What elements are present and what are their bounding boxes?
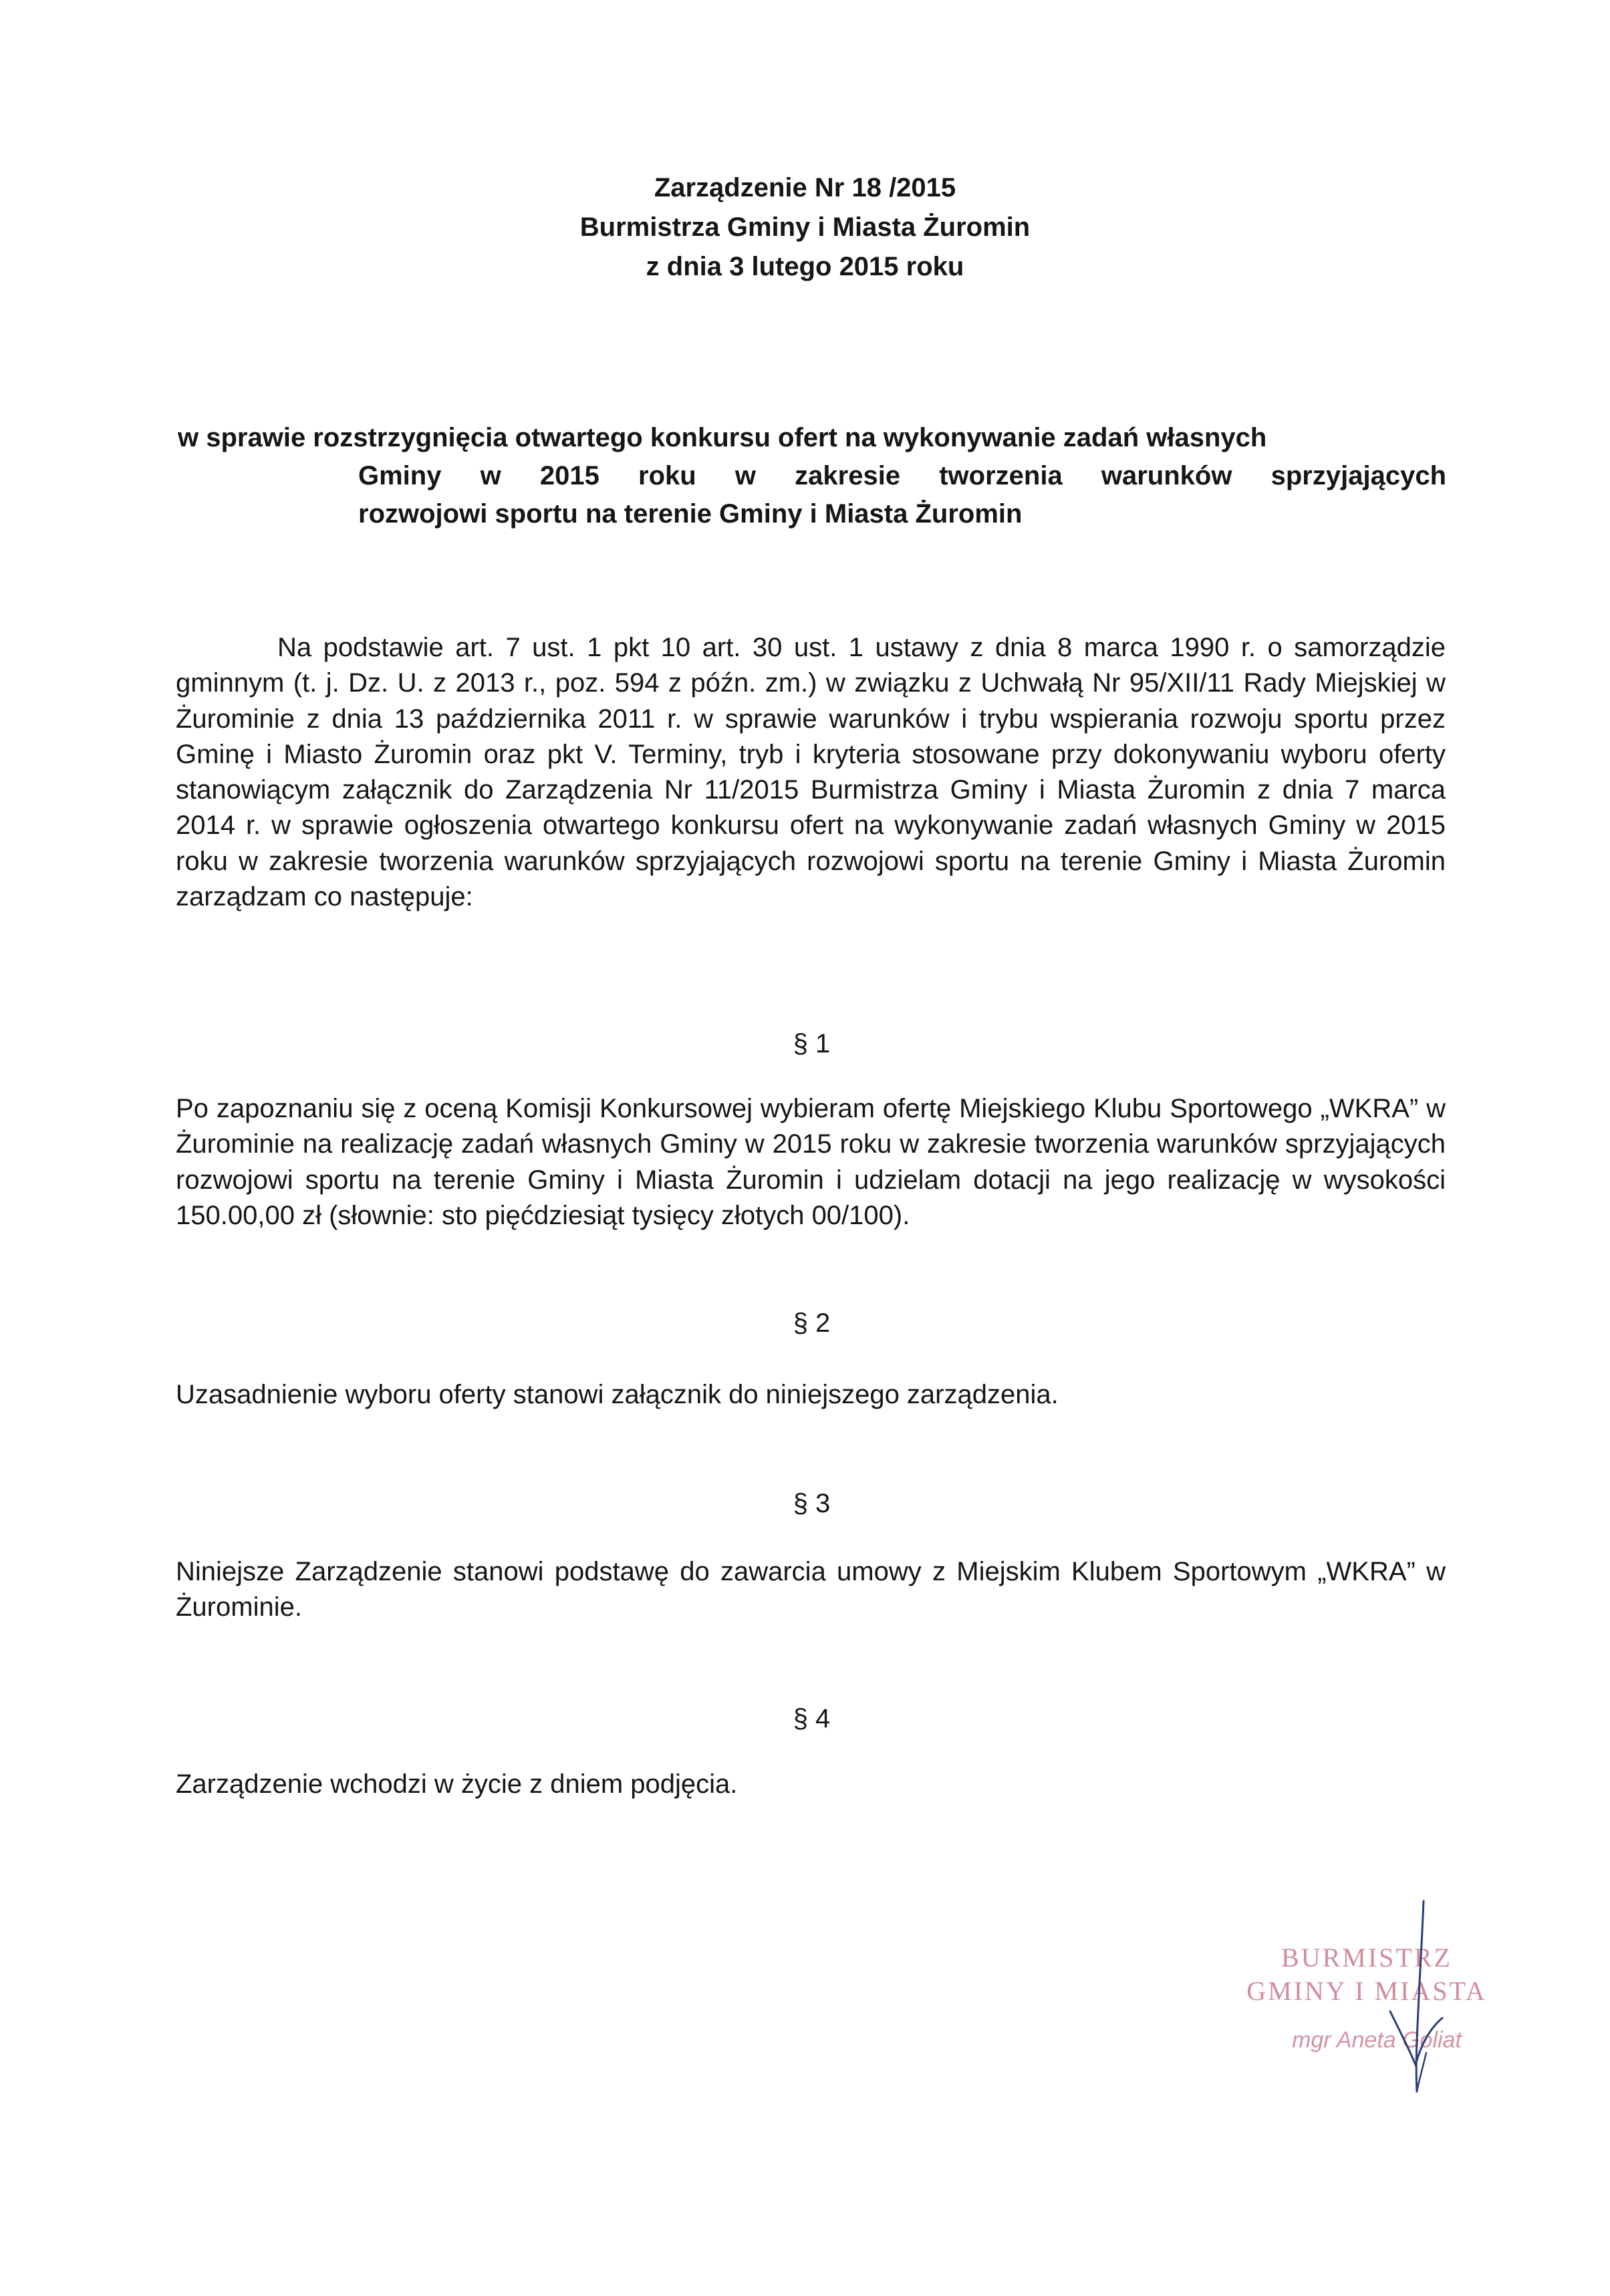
handwritten-signature (1377, 1898, 1457, 2098)
official-stamp (1223, 1941, 1510, 2088)
legal-basis-paragraph: Na podstawie art. 7 ust. 1 pkt 10 art. 30 ust. 1 ustawy z dnia 8 marca 1990 r. o samorządzie gminnym (t. j. Dz. U. z 2013 r., poz. 594 z późn. zm.) w związku z Uchwałą Nr 95/XII/11 Rady Miejskiej w Żurominie z dnia 13 października 2011 r. w sprawie warunków i trybu wspierania rozwoju sportu przez Gminę i Miasto Żuromin oraz pkt V. Terminy, tryb i kryteria stosowane przy dokonywaniu wyboru oferty stanowiącym załącznik do Zarządzenia Nr 11/2015 Burmistrza Gminy i Miasta Żuromin z dnia 7 marca 2014 r. w sprawie ogłoszenia otwartego konkursu ofert na wykonywanie zadań własnych Gminy w 2015 roku w zakresie tworzenia warunków sprzyjających rozwojowi sportu na terenie Gminy i Miasta Żuromin zarządzam co następuje: (176, 633, 1446, 912)
issuing-authority: Burmistrza Gminy i Miasta Żuromin (579, 212, 1031, 242)
section-4-mark: § 4 (793, 1704, 831, 1733)
section-2-mark: § 2 (793, 1308, 831, 1338)
document-header (0, 168, 1610, 287)
ordinance-number: Zarządzenie Nr 18 /2015 (654, 173, 956, 202)
stamp-title-line-2: GMINY I MIASTA (1246, 1976, 1487, 2006)
stamp-signatory-name: mgr Aneta Goliat (1292, 2027, 1462, 2053)
section-3-mark: § 3 (793, 1489, 831, 1518)
section-3-text: Niniejsze Zarządzenie stanowi podstawę do zawarcia umowy z Miejskim Klubem Sportowym „WKRA” w Żurominie. (176, 1557, 1446, 1622)
stamp-title-line-1: BURMISTRZ (1281, 1943, 1452, 1973)
section-2-text: Uzasadnienie wyboru oferty stanowi załącznik do niniejszego zarządzenia. (176, 1380, 1059, 1409)
section-1-mark: § 1 (793, 1029, 831, 1058)
ordinance-date: z dnia 3 lutego 2015 roku (646, 252, 964, 281)
subject-line-2: Gminy w 2015 roku w zakresie tworzenia warunków sprzyjających (358, 461, 1446, 490)
subject-line-1: w sprawie rozstrzygnięcia otwartego konkursu ofert na wykonywanie zadań własnych (178, 423, 1267, 452)
section-4-text: Zarządzenie wchodzi w życie z dniem podjęcia. (176, 1769, 738, 1799)
section-1-text: Po zapoznaniu się z oceną Komisji Konkursowej wybieram ofertę Miejskiego Klubu Sportowego „WKRA” w Żurominie na realizację zadań własnych Gminy w 2015 roku w zakresie tworzenia warunków sprzyjających rozwojowi sportu na terenie Gminy i Miasta Żuromin i udzielam dotacji na jego realizację w wysokości 150.00,00 zł (słownie: sto pięćdziesiąt tysięcy złotych 00/100). (176, 1094, 1446, 1230)
ordinance-subject (178, 419, 1446, 533)
subject-line-3: rozwojowi sportu na terenie Gminy i Miasta Żuromin (358, 499, 1023, 529)
